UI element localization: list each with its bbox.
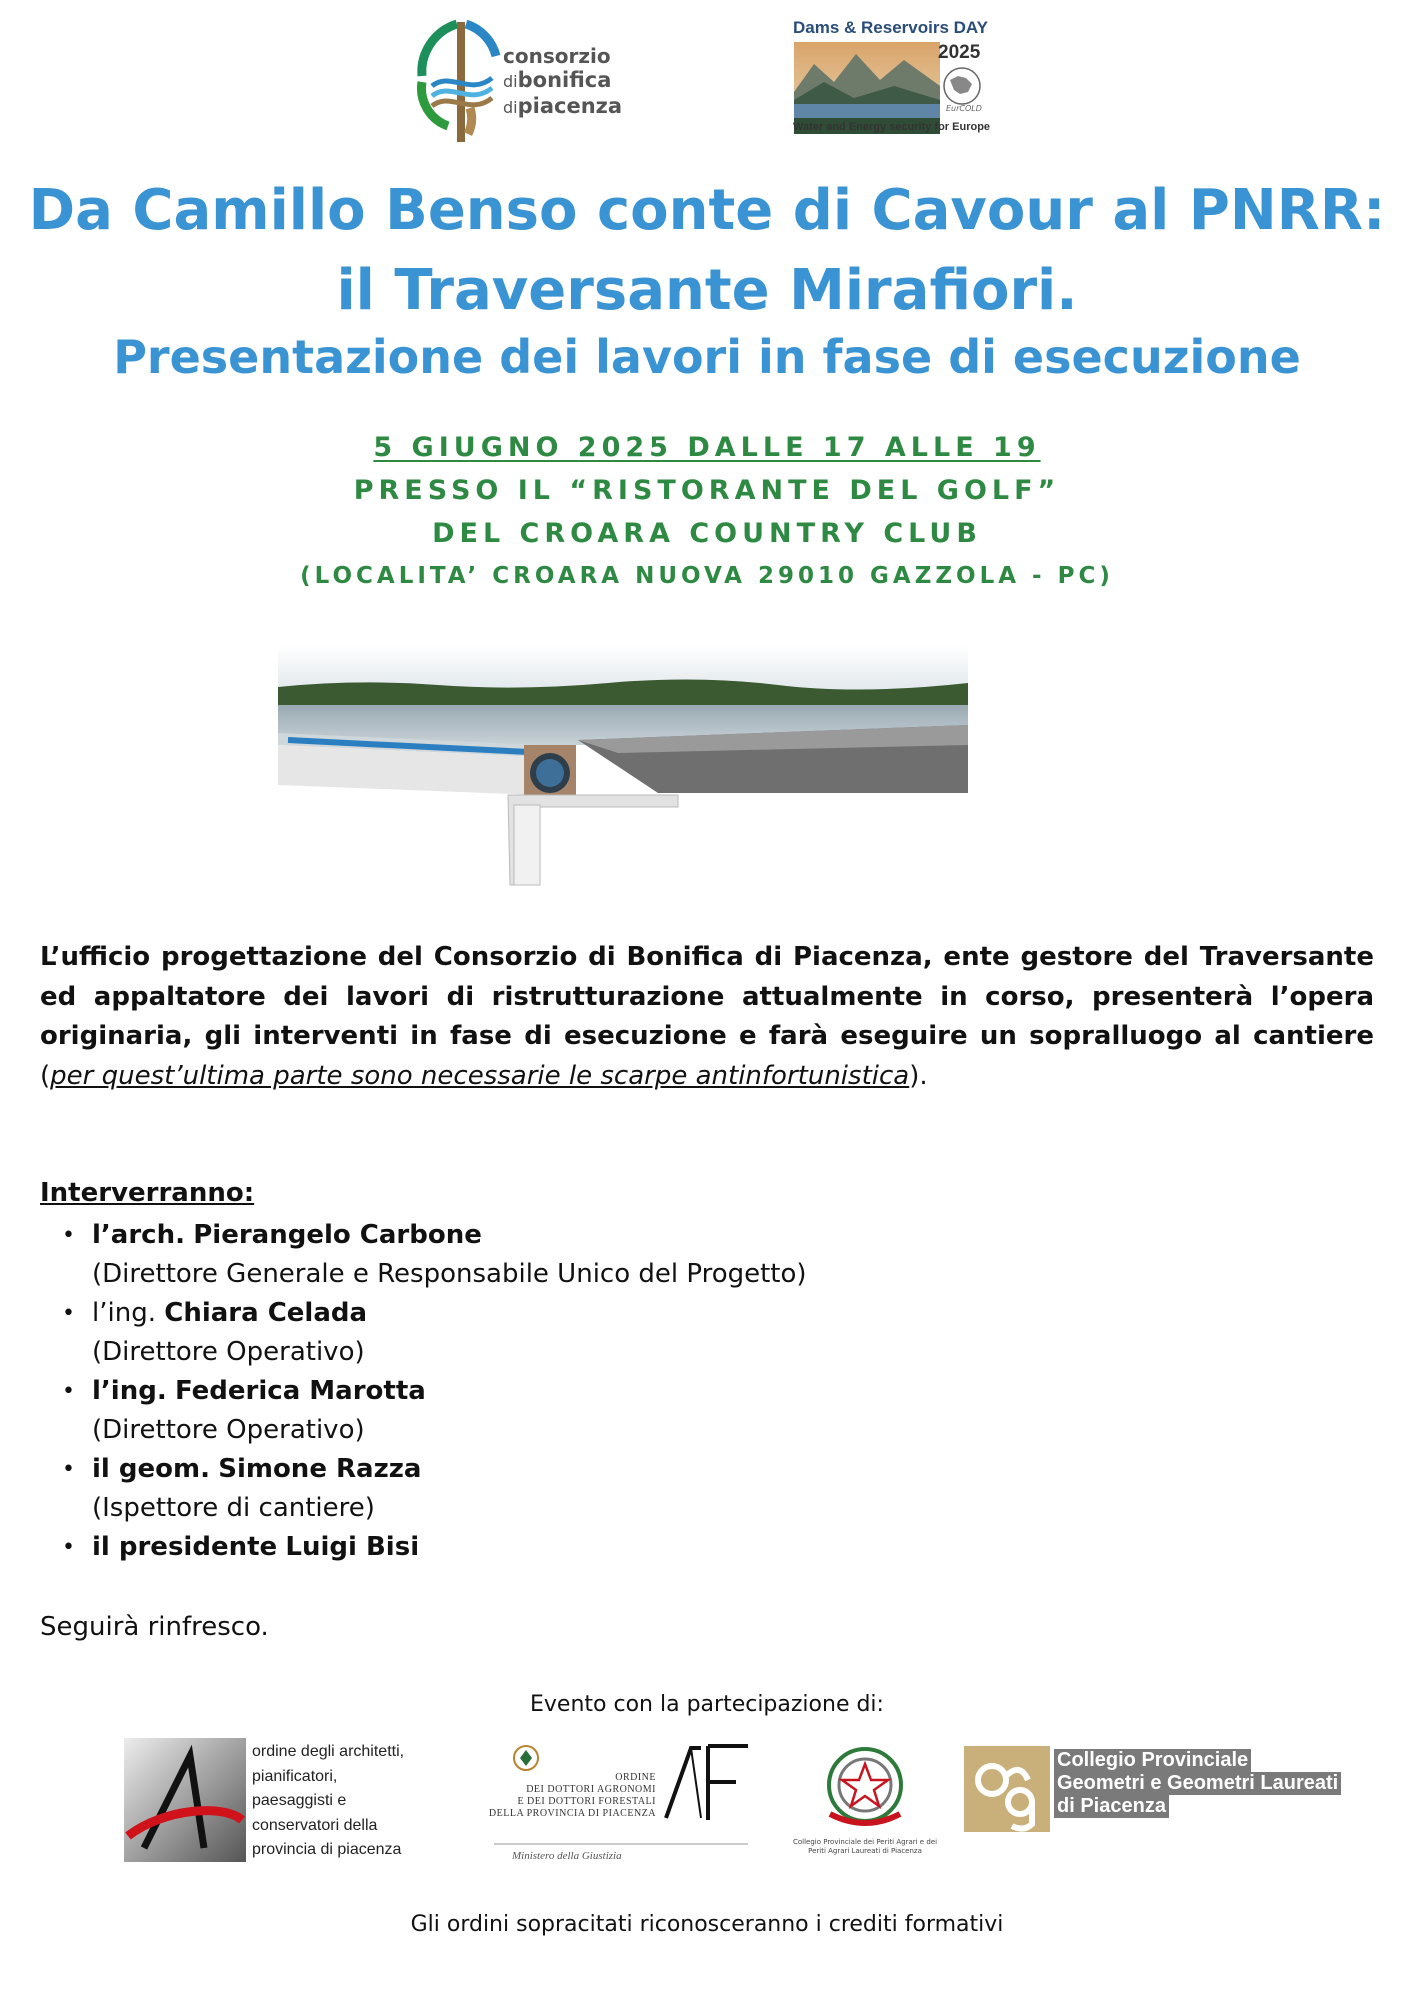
- agronomi-ministry: Ministero della Giustizia: [512, 1850, 622, 1862]
- dams-title: Dams & Reservoirs DAY: [793, 18, 988, 37]
- speaker-item: [40, 1450, 1040, 1528]
- speaker-item: [40, 1216, 1040, 1294]
- architetti-name: [252, 1740, 404, 1863]
- event-place-line-2: DEL CROARA COUNTRY CLUB: [432, 518, 982, 549]
- architetti-emblem-icon: [124, 1738, 246, 1862]
- architetti-line: conservatori della: [252, 1816, 378, 1834]
- event-address: (LOCALITA’ CROARA NUOVA 29010 GAZZOLA - PC): [300, 563, 1114, 589]
- partners-heading: Evento con la partecipazione di:: [530, 1692, 884, 1717]
- dams-tagline: Water and Energy security for Europe: [793, 121, 991, 133]
- speakers-heading: Interverranno:: [40, 1178, 255, 1208]
- speaker-prefix: l’ing.: [92, 1298, 156, 1328]
- speaker-name: Chiara Celada: [164, 1298, 368, 1328]
- speaker-prefix: il geom.: [92, 1454, 210, 1484]
- agronomi-line: DELLA PROVINCIA DI PIACENZA: [488, 1808, 656, 1819]
- traversante-section-illustration: [278, 645, 968, 890]
- geometri-line: Geometri e Geometri Laureati: [1054, 1772, 1341, 1795]
- speaker-name: Pierangelo Carbone: [193, 1220, 482, 1250]
- europe-globe-icon: [938, 66, 986, 106]
- speaker-item: [40, 1294, 1040, 1372]
- consorzio-emblem-icon: [410, 16, 505, 146]
- consorzio-line2-prefix: di: [503, 72, 518, 91]
- italian-emblem-icon: [790, 1740, 940, 1836]
- speaker-name: Luigi Bisi: [285, 1532, 420, 1562]
- agronomi-logo: [486, 1738, 761, 1878]
- geometri-line: di Piacenza: [1054, 1795, 1169, 1818]
- agronomi-line: DEI DOTTORI AGRONOMI: [526, 1784, 656, 1795]
- architetti-line: pianificatori,: [252, 1767, 338, 1785]
- speakers-list: [40, 1216, 1040, 1567]
- speaker-name: Simone Razza: [218, 1454, 422, 1484]
- intro-text: L’ufficio progettazione del Consorzio di Bonifica di Piacenza, ente gestore del Traversante ed appaltatore dei lavori di ristrutturazione attualmente in corso, presenterà l’opera originaria, gli interventi in fase di esecuzione e farà eseguire un sopralluogo al cantiere: [40, 942, 1374, 1051]
- speaker-prefix: l’arch.: [92, 1220, 185, 1250]
- dams-reservoirs-day-logo: [788, 18, 998, 136]
- event-date: 5 GIUGNO 2025 DALLE 17 ALLE 19: [373, 432, 1041, 463]
- speaker-name: Federica Marotta: [174, 1376, 426, 1406]
- geometri-emblem-icon: [964, 1746, 1050, 1832]
- agronomi-name: [486, 1772, 656, 1820]
- intro-close-paren: ).: [909, 1060, 928, 1091]
- title-line-2: il Traversante Mirafiori.: [336, 258, 1078, 323]
- periti-agrari-logo: [790, 1740, 940, 1860]
- consorzio-line3-prefix: di: [503, 98, 518, 117]
- consorzio-line3: piacenza: [517, 94, 623, 118]
- title-line-1: Da Camillo Benso conte di Cavour al PNRR:: [28, 178, 1386, 243]
- intro-paragraph: [40, 938, 1374, 1096]
- geometri-name: [1054, 1749, 1341, 1818]
- speaker-role: (Direttore Operativo): [92, 1337, 365, 1367]
- speaker-role: (Direttore Operativo): [92, 1415, 365, 1445]
- speaker-item: [40, 1528, 1040, 1567]
- consorzio-logo: [410, 16, 630, 146]
- refreshment-note: Seguirà rinfresco.: [40, 1612, 269, 1642]
- geometri-logo: [964, 1746, 1354, 1836]
- speaker-item: [40, 1372, 1040, 1450]
- architetti-line: provincia di piacenza: [252, 1841, 402, 1858]
- credits-note: Gli ordini sopracitati riconosceranno i crediti formativi: [410, 1912, 1004, 1937]
- agronomi-line: E DEI DOTTORI FORESTALI: [517, 1796, 656, 1807]
- consorzio-name: [503, 44, 622, 120]
- dams-year: 2025: [938, 42, 981, 63]
- geometri-line: Collegio Provinciale: [1054, 1749, 1251, 1772]
- dams-org: EurCOLD: [946, 104, 982, 113]
- event-place-line-1: PRESSO IL “RISTORANTE DEL GOLF”: [353, 475, 1061, 506]
- architetti-line: paesaggisti e: [252, 1792, 347, 1809]
- intro-note: per quest’ultima parte sono necessarie le scarpe antinfortunistica: [50, 1060, 910, 1091]
- speaker-prefix: il presidente: [92, 1532, 278, 1562]
- intro-open-paren: (: [40, 1060, 51, 1091]
- consorzio-line1: consorzio: [503, 44, 611, 68]
- subtitle: Presentazione dei lavori in fase di esecuzione: [113, 330, 1301, 384]
- periti-name: Collegio Provinciale dei Periti Agrari e dei Periti Agrari Laureati di Piacenza: [792, 1838, 938, 1855]
- consorzio-line2: bonifica: [517, 68, 612, 92]
- agronomi-line: ORDINE: [615, 1772, 656, 1783]
- speaker-prefix: l’ing.: [92, 1376, 167, 1406]
- speaker-role: (Direttore Generale e Responsabile Unico del Progetto): [92, 1259, 807, 1289]
- speaker-role: (Ispettore di cantiere): [92, 1493, 375, 1523]
- architetti-logo: [124, 1738, 454, 1870]
- architetti-line: ordine degli architetti,: [252, 1743, 405, 1760]
